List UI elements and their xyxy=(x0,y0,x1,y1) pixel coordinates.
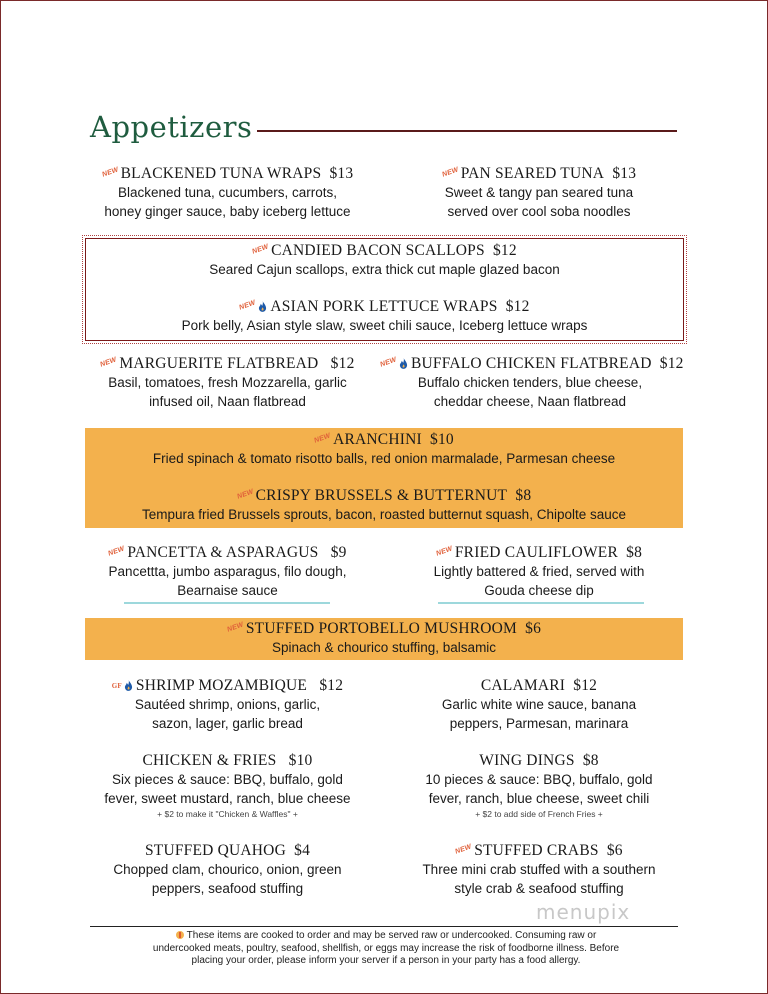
menu-item-wing-dings xyxy=(400,752,678,819)
item-price: $4 xyxy=(294,842,311,859)
item-price: $8 xyxy=(626,544,643,561)
item-price: $12 xyxy=(659,355,684,372)
menu-item-marguerite-flatbread xyxy=(90,355,365,411)
item-name: CHICKEN & FRIES xyxy=(142,752,277,769)
item-desc-line: Basil, tomatoes, fresh Mozzarella, garlic xyxy=(108,375,347,390)
new-badge: NEW xyxy=(251,243,270,256)
item-desc-line: Buffalo chicken tenders, blue cheese, xyxy=(417,375,643,390)
footer-rule xyxy=(90,926,678,927)
item-desc-line: cheddar cheese, Naan flatbread xyxy=(433,394,627,409)
item-desc-line: served over cool soba noodles xyxy=(447,204,631,219)
item-name: CRISPY BRUSSELS & BUTTERNUT xyxy=(255,487,508,504)
allergy-disclaimer xyxy=(96,930,676,968)
item-desc-line: Sweet & tangy pan seared tuna xyxy=(444,185,634,200)
item-desc-line: honey ginger sauce, baby iceberg lettuce xyxy=(104,204,351,219)
item-desc-line: Blackened tuna, cucumbers, carrots, xyxy=(117,185,338,200)
title-rule xyxy=(257,130,677,132)
item-price: $13 xyxy=(612,165,637,182)
item-desc-line: peppers, seafood stuffing xyxy=(151,881,304,896)
item-note: + $2 to add side of French Fries + xyxy=(475,809,603,819)
spicy-flame-icon xyxy=(399,358,408,369)
item-desc-line: Garlic white wine sauce, banana xyxy=(441,697,637,712)
item-desc-line: Fried spinach & tomato risotto balls, red onion marmalade, Parmesan cheese xyxy=(152,451,616,466)
menu-item-stuffed-portobello-mushroom xyxy=(85,620,683,657)
item-desc-line: fever, sweet mustard, ranch, blue cheese xyxy=(104,791,351,806)
item-price: $13 xyxy=(329,165,354,182)
item-desc-line: sazon, lager, garlic bread xyxy=(152,716,303,731)
item-name: PAN SEARED TUNA xyxy=(460,165,605,182)
menu-item-pan-seared-tuna xyxy=(400,165,678,221)
item-note: + $2 to make it "Chicken & Waffles" + xyxy=(157,809,298,819)
item-name: FRIED CAULIFLOWER xyxy=(454,544,618,561)
menu-item-chicken-fries xyxy=(90,752,365,819)
item-price: $12 xyxy=(330,355,355,372)
item-price: $10 xyxy=(430,431,454,448)
divider-line xyxy=(124,602,330,604)
item-name: PANCETTA & ASPARAGUS xyxy=(127,544,319,561)
item-name: SHRIMP MOZAMBIQUE xyxy=(135,677,308,694)
item-price: $12 xyxy=(573,677,598,694)
gluten-free-badge: GF xyxy=(111,682,122,690)
new-badge: NEW xyxy=(101,166,120,179)
item-price: $12 xyxy=(319,677,344,694)
item-name: ASIAN PORK LETTUCE WRAPS xyxy=(270,298,498,315)
new-badge: NEW xyxy=(441,166,460,179)
item-desc-line: Sautéed shrimp, onions, garlic, xyxy=(134,697,321,712)
item-price: $8 xyxy=(515,487,532,504)
item-desc-line: Spinach & chourico stuffing, balsamic xyxy=(271,640,497,655)
item-desc-line: Seared Cajun scallops, extra thick cut maple glazed bacon xyxy=(209,262,560,277)
divider-line xyxy=(438,602,644,604)
item-desc-line: Chopped clam, chourico, onion, green xyxy=(113,862,342,877)
item-desc-line: peppers, Parmesan, marinara xyxy=(449,716,629,731)
item-price: $6 xyxy=(525,620,542,637)
section-title: Appetizers xyxy=(90,110,253,144)
item-desc-line: Three mini crab stuffed with a southern xyxy=(422,862,656,877)
item-name: WING DINGS xyxy=(479,752,575,769)
menu-item-blackened-tuna-wraps xyxy=(90,165,365,221)
item-name: CANDIED BACON SCALLOPS xyxy=(271,242,485,259)
item-price: $10 xyxy=(288,752,313,769)
new-badge: NEW xyxy=(435,545,454,558)
disclaimer-line: placing your order, please inform your server if a person in your party has a food allergy. xyxy=(191,955,581,966)
item-price: $12 xyxy=(492,242,517,259)
item-name: BLACKENED TUNA WRAPS xyxy=(120,165,322,182)
item-name: ARANCHINI xyxy=(333,431,422,448)
menu-item-buffalo-chicken-flatbread xyxy=(379,355,684,411)
menu-item-fried-cauliflower xyxy=(400,544,678,600)
item-desc-line: Gouda cheese dip xyxy=(484,583,594,598)
item-desc-line: infused oil, Naan flatbread xyxy=(149,394,306,409)
item-desc-line: 10 pieces & sauce: BBQ, buffalo, gold xyxy=(425,772,653,787)
menu-item-candied-bacon-scallops xyxy=(86,242,683,279)
new-badge: NEW xyxy=(454,843,473,856)
item-desc-line: Bearnaise sauce xyxy=(177,583,278,598)
new-badge: NEW xyxy=(236,488,255,501)
new-badge: NEW xyxy=(99,356,119,369)
undercooked-marker-icon xyxy=(176,931,184,939)
new-badge: NEW xyxy=(238,299,258,312)
disclaimer-line: undercooked meats, poultry, seafood, shellfish, or eggs may increase the risk of foodborne illness. Before xyxy=(152,942,620,954)
new-badge: NEW xyxy=(379,356,398,369)
item-name: STUFFED QUAHOG xyxy=(144,842,286,859)
spicy-flame-icon xyxy=(258,301,267,312)
new-badge: NEW xyxy=(226,621,245,634)
item-desc-line: style crab & seafood stuffing xyxy=(454,881,624,896)
item-desc-line: Pork belly, Asian style slaw, sweet chili sauce, Iceberg lettuce wraps xyxy=(181,318,588,333)
menu-item-calamari xyxy=(400,677,678,733)
item-name: STUFFED PORTOBELLO MUSHROOM xyxy=(245,620,518,637)
disclaimer-line: These items are cooked to order and may be served raw or undercooked. Consuming raw or xyxy=(186,930,597,941)
menu-item-stuffed-crabs xyxy=(400,842,678,898)
new-badge: NEW xyxy=(107,545,127,558)
menu-item-asian-pork-lettuce-wraps xyxy=(86,298,683,335)
item-name: CALAMARI xyxy=(480,677,566,694)
item-name: STUFFED CRABS xyxy=(474,842,599,859)
item-name: MARGUERITE FLATBREAD xyxy=(119,355,319,372)
item-price: $12 xyxy=(505,298,530,315)
item-desc-line: Lightly battered & fried, served with xyxy=(433,564,645,579)
menu-item-shrimp-mozambique xyxy=(90,677,365,733)
item-price: $8 xyxy=(582,752,599,769)
item-desc-line: Six pieces & sauce: BBQ, buffalo, gold xyxy=(112,772,343,787)
menu-item-stuffed-quahog xyxy=(90,842,365,898)
item-desc-line: Tempura fried Brussels sprouts, bacon, roasted butternut squash, Chipolte sauce xyxy=(141,507,627,522)
menu-item-pancetta-asparagus xyxy=(90,544,365,600)
menu-item-aranchini xyxy=(85,431,683,468)
item-desc-line: Pancettta, jumbo asparagus, filo dough, xyxy=(108,564,347,579)
item-price: $6 xyxy=(606,842,623,859)
item-name: BUFFALO CHICKEN FLATBREAD xyxy=(410,355,652,372)
spicy-flame-icon xyxy=(124,680,133,691)
menu-item-crispy-brussels-butternut xyxy=(85,487,683,524)
item-price: $9 xyxy=(330,544,347,561)
watermark-logo: menupix xyxy=(536,900,631,924)
new-badge: NEW xyxy=(313,432,332,445)
item-desc-line: fever, ranch, blue cheese, sweet chili xyxy=(428,791,650,806)
